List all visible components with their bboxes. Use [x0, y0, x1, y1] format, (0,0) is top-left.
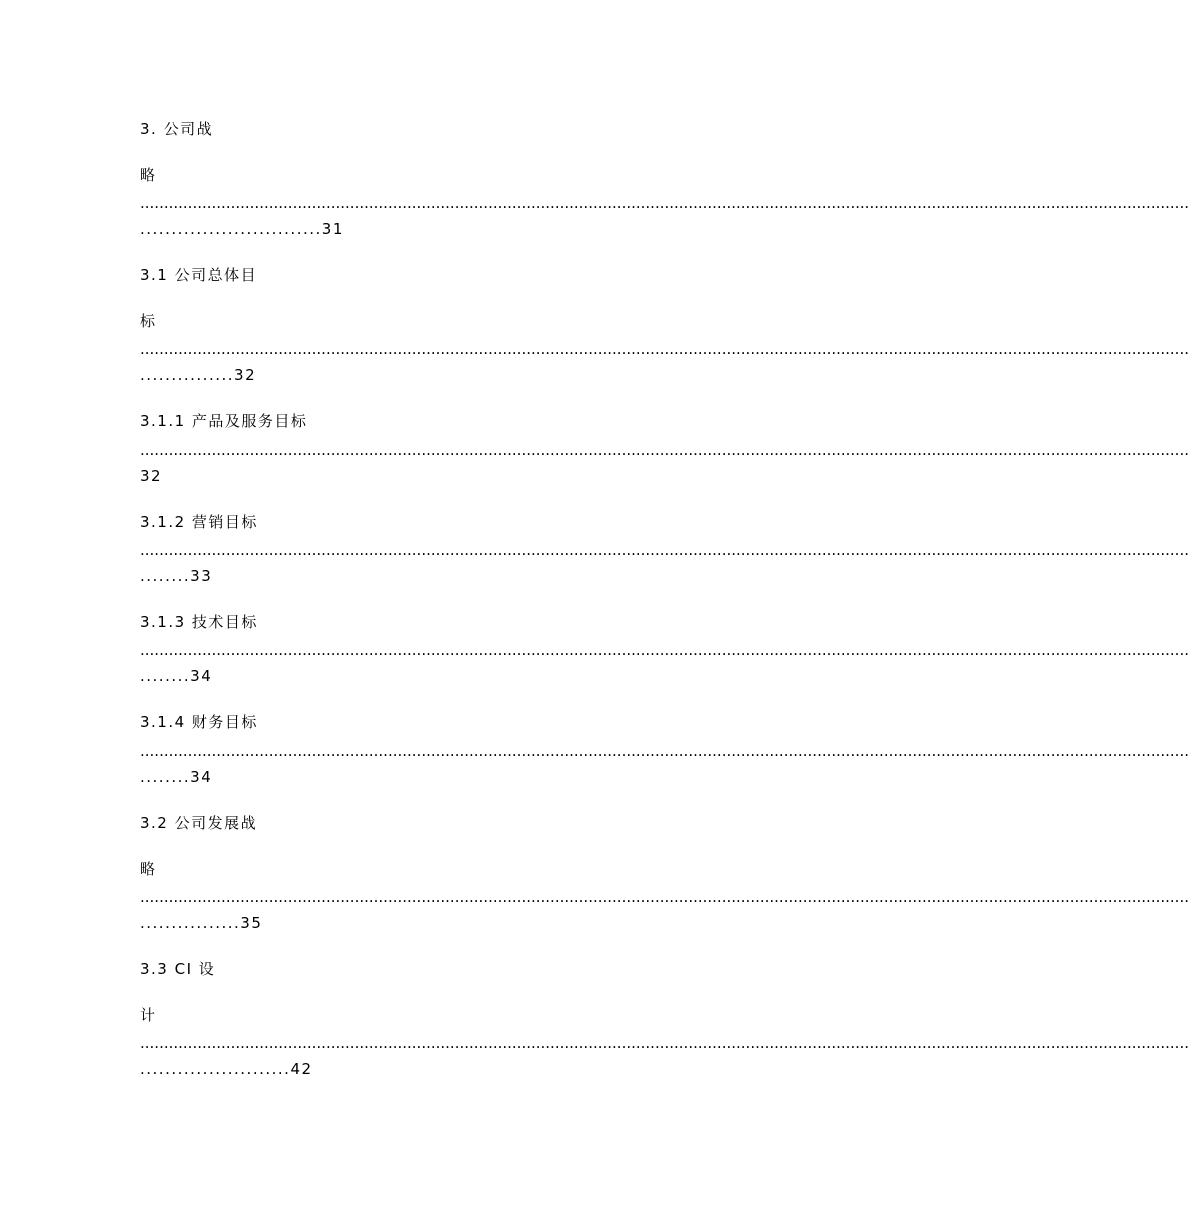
toc-entry-3-1-2-page-number: 33: [190, 567, 213, 585]
toc-entry-3-3-title-line1[interactable]: 3.3 CI 设: [140, 960, 216, 978]
toc-entry-3-1-title-line2[interactable]: 标: [140, 312, 157, 330]
toc-leader-dots: ............................................................................................................................................................................................................................: [140, 641, 1189, 659]
toc-leader-dots: ............................................................................................................................................................................................................................: [140, 742, 1189, 760]
toc-leader-dots: ............................................................................................................................................................................................................................: [140, 194, 1189, 212]
toc-leader-dots: ............................................................................................................................................................................................................................: [140, 441, 1189, 459]
toc-entry-3-2-page-line[interactable]: [140, 913, 262, 933]
toc-leader-dots: ........: [140, 567, 191, 585]
toc-entry-3-3-page-line[interactable]: [140, 1059, 313, 1079]
toc-leader-dots: ................: [140, 914, 241, 932]
toc-entry-3-1-4-page-number: 34: [190, 768, 213, 786]
toc-entry-3-1-1-title[interactable]: 3.1.1 产品及服务目标: [140, 412, 308, 430]
toc-entry-3-1-3-page-number: 34: [190, 667, 213, 685]
toc-entry-3-2-title-line1[interactable]: 3.2 公司发展战: [140, 814, 258, 832]
toc-leader-dots: ........................: [140, 1060, 291, 1078]
toc-entry-3-1-3-title[interactable]: 3.1.3 技术目标: [140, 613, 258, 631]
toc-leader-dots: .............................: [140, 220, 322, 238]
toc-entry-3-1-3-page-line[interactable]: [140, 666, 212, 686]
toc-entry-3-page-line[interactable]: [140, 219, 344, 239]
toc-leader-dots: ........: [140, 667, 191, 685]
toc-entry-3-1-1-page-number[interactable]: 32: [140, 467, 163, 485]
toc-entry-3-1-2-page-line[interactable]: [140, 566, 212, 586]
toc-entry-3-2-page-number: 35: [240, 914, 263, 932]
toc-leader-dots: ........: [140, 768, 191, 786]
toc-entry-3-page-number: 31: [321, 220, 344, 238]
toc-entry-3-title-line2[interactable]: 略: [140, 166, 157, 184]
toc-leader-dots: ...............: [140, 366, 235, 384]
toc-leader-dots: ............................................................................................................................................................................................................................: [140, 541, 1189, 559]
toc-leader-dots: ............................................................................................................................................................................................................................: [140, 1034, 1189, 1052]
toc-leader-dots: ............................................................................................................................................................................................................................: [140, 888, 1189, 906]
toc-entry-3-1-2-title[interactable]: 3.1.2 营销目标: [140, 513, 258, 531]
toc-entry-3-1-title-line1[interactable]: 3.1 公司总体目: [140, 266, 258, 284]
toc-entry-3-1-4-page-line[interactable]: [140, 767, 212, 787]
toc-leader-dots: ............................................................................................................................................................................................................................: [140, 340, 1189, 358]
toc-entry-3-1-page-number: 32: [234, 366, 257, 384]
toc-entry-3-title-line1[interactable]: 3. 公司战: [140, 120, 214, 138]
toc-entry-3-1-4-title[interactable]: 3.1.4 财务目标: [140, 713, 258, 731]
toc-entry-3-2-title-line2[interactable]: 略: [140, 860, 157, 878]
toc-entry-3-3-title-line2[interactable]: 计: [140, 1006, 157, 1024]
toc-entry-3-3-page-number: 42: [290, 1060, 313, 1078]
toc-entry-3-1-page-line[interactable]: [140, 365, 256, 385]
